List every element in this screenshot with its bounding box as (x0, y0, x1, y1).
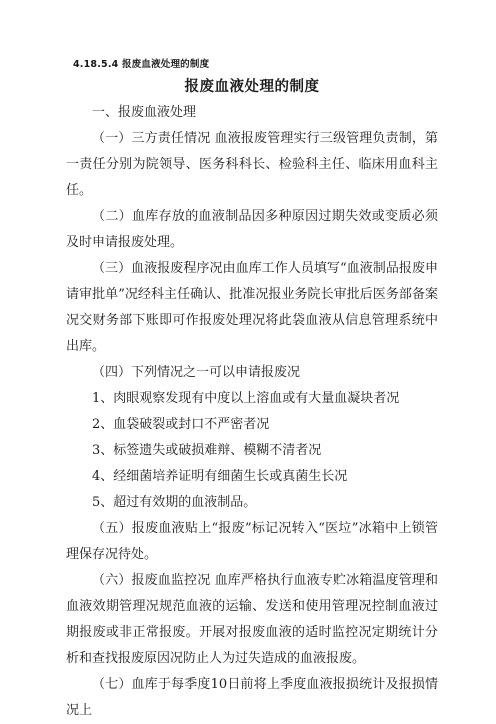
paragraph-1: （一）三方责任情况 血液报废管理实行三级管理负责制，第一责任分别为院领导、医务科科长、检验科主任、临床用血科主任。 (66, 131, 438, 198)
paragraph-heading-1: 一、报废血液处理 (92, 105, 197, 120)
list-item-2: 2、血袋破裂或封口不严密者况 (92, 417, 270, 432)
document-title: 报废血液处理的制度 (184, 79, 320, 95)
list-item-1: 1、肉眼观察发现有中度以上溶血或有大量血凝块者况 (92, 391, 400, 406)
list-item-4: 4、经细菌培养证明有细菌生长或真菌生长况 (92, 469, 348, 484)
paragraph-3: （三）血液报废程序况由血库工作人员填写“血液制品报废申请审批单”况经科主任确认、批准况报业务院长审批后医务部备案况交财务部下账即可作报废处理况将此袋血液从信息管理系统中出库。 (66, 261, 438, 354)
list-item-3: 3、标签遗失或破损难辩、模糊不清者况 (92, 443, 322, 458)
paragraph-5: （五）报废血液贴上“报废”标记况转入“医垃”冰箱中上锁管理保存况待处。 (66, 521, 438, 562)
paragraph-4: （四）下列情况之一可以申请报废况 (92, 365, 301, 380)
list-item-5: 5、超过有效期的血液制品。 (92, 495, 257, 510)
paragraph-7: （七）血库于每季度10日前将上季度血液报损统计及报损情况上 (66, 677, 438, 718)
paragraph-6: （六）报废血监控况 血库严格执行血液专贮冰箱温度管理和血液效期管理况规范血液的运输、发送和使用管理况控制血液过期报废或非正常报废。开展对报废血液的适时监控况定期统计分析和查找报废原因况防止人为过失造成的血液报废。 (66, 573, 438, 666)
section-number: 4.18.5.4 报废血液处理的制度 (73, 59, 210, 70)
paragraph-2: （二）血库存放的血液制品因多种原因过期失效或变质必须及时申请报废处理。 (66, 209, 438, 250)
